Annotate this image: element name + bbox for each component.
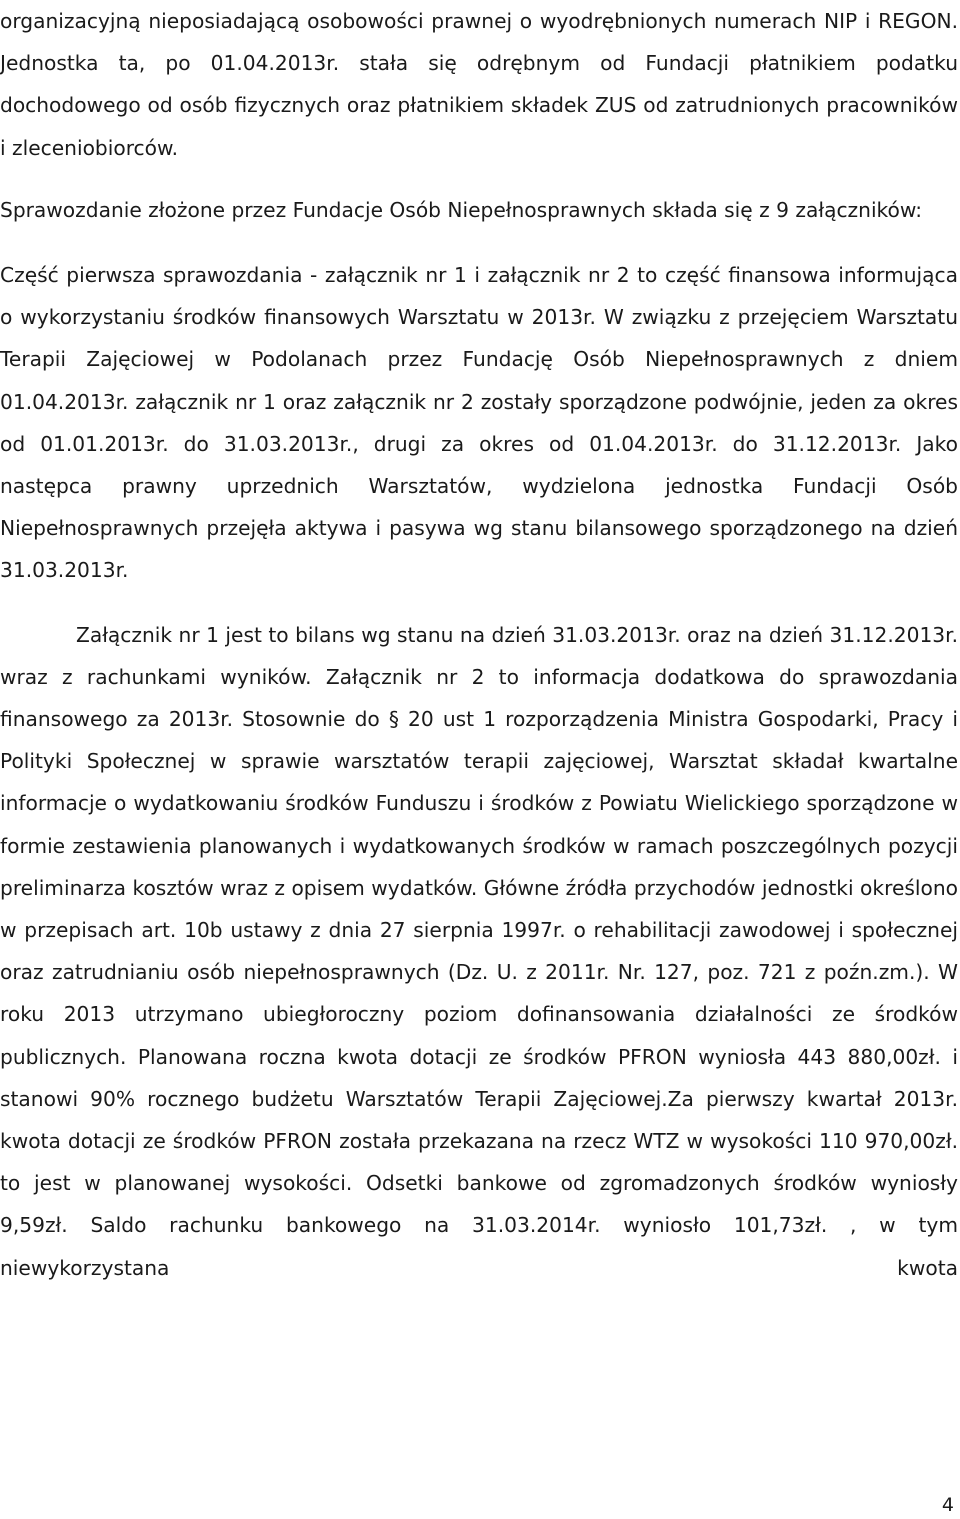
- paragraph-gap: [0, 592, 958, 614]
- paragraph-first-part: Część pierwsza sprawozdania - załącznik nr 1 i załącznik nr 2 to część finansowa informująca o wykorzystaniu środków finansowych Warsztatu w 2013r. W związku z przejęciem Warsztatu Terapii Zajęciowej w Podolanach przez Fundację Osób Niepełnosprawnych z dniem 01.04.2013r. załącznik nr 1 oraz załącznik nr 2 zostały sporządzone podwójnie, jeden za okres od 01.01.2013r. do 31.03.2013r., drugi za okres od 01.04.2013r. do 31.12.2013r. Jako następca prawny uprzednich Warsztatów, wydzielona jednostka Fundacji Osób Niepełnosprawnych przejęła aktywa i pasywa wg stanu bilansowego sporządzonego na dzień 31.03.2013r.: [0, 263, 958, 583]
- paragraph-gap: [0, 169, 958, 189]
- page-number: 4: [941, 1494, 954, 1516]
- paragraph-attachment-1: Załącznik nr 1 jest to bilans wg stanu na dzień 31.03.2013r. oraz na dzień 31.12.2013r. wraz z rachunkami wyników. Załącznik nr 2 to informacja dodatkowa do sprawozdania finansowego za 2013r. Stosownie do § 20 ust 1 rozporządzenia Ministra Gospodarki, Pracy i Polityki Społecznej w sprawie warsztatów terapii zajęciowej, Warsztat składał kwartalne informacje o wydatkowaniu środków Funduszu i środków z Powiatu Wielickiego sporządzone w formie zestawienia planowanych i wydatkowanych środków w ramach poszczególnych pozycji preliminarza kosztów wraz z opisem wydatków. Główne źródła przychodów jednostki określono w przepisach art. 10b ustawy z dnia 27 sierpnia 1997r. o rehabilitacji zawodowej i społecznej oraz zatrudnianiu osób niepełnosprawnych (Dz. U. z 2011r. Nr. 127, poz. 721 z poźn.zm.). W roku 2013 utrzymano ubiegłoroczny poziom dofinansowania działalności ze środków publicznych. Planowana roczna kwota dotacji ze środków PFRON wyniosła 443 880,00zł. i stanowi 90% rocznego budżetu Warsztatów Terapii Zajęciowej.Za pierwszy kwartał 2013r. kwota dotacji ze środków PFRON została przekazana na rzecz WTZ w wysokości 110 970,00zł. to jest w planowanej wysokości. Odsetki bankowe od zgromadzonych środków wyniosły 9,59zł. Saldo rachunku bankowego na 31.03.2014r. wyniosło 101,73zł. , w tym niewykorzystana kwota: [0, 622, 958, 1280]
- paragraph-intro-continuation: organizacyjną nieposiadającą osobowości prawnej o wyodrębnionych numerach NIP i REGON. Jednostka ta, po 01.04.2013r. stała się odrębnym od Fundacji płatnikiem podatku dochodowego od osób fizycznych oraz płatnikiem składek ZUS od zatrudnionych pracowników i zleceniobiorców.: [0, 9, 958, 160]
- paragraph-report-attachments: Sprawozdanie złożone przez Fundacje Osób Niepełnosprawnych składa się z 9 załączników:: [0, 197, 923, 222]
- paragraph-gap: [0, 231, 958, 254]
